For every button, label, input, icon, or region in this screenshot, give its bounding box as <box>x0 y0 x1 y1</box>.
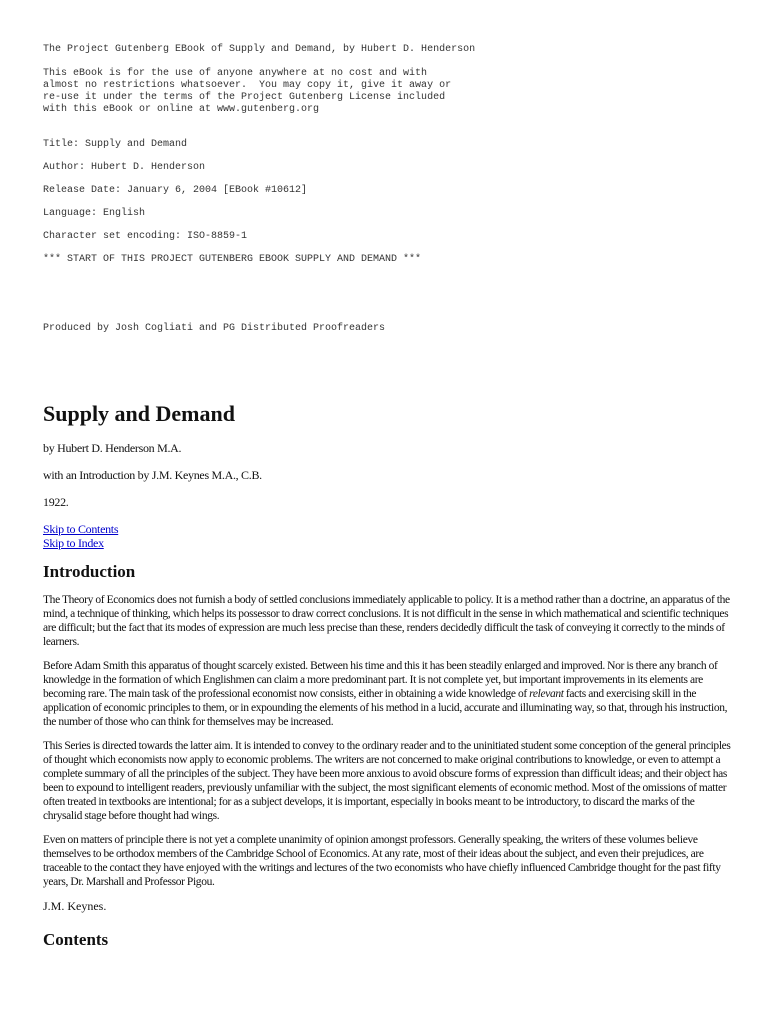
intro-paragraph-1: The Theory of Economics does not furnish a body of settled conclusions immediately applicable to policy. It is a method rather than a doctrine, an apparatus of the mind, a technique of thinking, which helps its possessor to draw correct conclusions. It is not difficult in the sense in which mathematical and scientific techniques are difficult; but the fact that its modes of expression are much less precise than these, renders decidedly difficult the task of conveying it correctly to the minds of learners. <box>43 594 730 648</box>
publication-year: 1922. <box>43 495 69 509</box>
meta-release-date: Release Date: January 6, 2004 [EBook #10612] <box>43 185 308 196</box>
start-marker: *** START OF THIS PROJECT GUTENBERG EBOOK SUPPLY AND DEMAND *** <box>43 254 422 265</box>
book-title: Supply and Demand <box>43 401 235 426</box>
introduction-by: with an Introduction by J.M. Keynes M.A., C.B. <box>43 468 262 482</box>
contents-heading: Contents <box>43 930 109 949</box>
meta-language: Language: English <box>43 208 146 219</box>
introduction-heading: Introduction <box>43 562 136 581</box>
intro-paragraph-2 <box>43 659 733 729</box>
signature: J.M. Keynes. <box>43 899 107 913</box>
gutenberg-title-line: The Project Gutenberg EBook of Supply and Demand, by Hubert D. Henderson <box>43 44 476 55</box>
meta-author: Author: Hubert D. Henderson <box>43 162 206 173</box>
meta-encoding: Character set encoding: ISO-8859-1 <box>43 231 248 242</box>
skip-to-contents-link[interactable]: Skip to Contents <box>43 522 119 536</box>
intro-paragraph-2-start: Before Adam Smith this apparatus of thought scarcely existed. Between his time and this it has been steadily enlarged and improved. Nor is there any branch of knowledge in the formation of which Englishmen can claim a more predominant part. It is not complete yet, but important improvements in its elements are becoming rare. The main task of the professional economist now consists, either in obtaining a wide knowledge of <box>43 660 718 700</box>
intro-paragraph-2-end: facts and exercising skill in the application of economic principles to them, or in expounding the elements of his method in a lucid, accurate and illuminating way, so that, through his instruction, the number of those who can think for themselves may be increased. <box>43 688 728 728</box>
emphasis-relevant: relevant <box>529 688 564 700</box>
license-line: This eBook is for the use of anyone anywhere at no cost and with <box>43 68 428 79</box>
produced-by: Produced by Josh Cogliati and PG Distributed Proofreaders <box>43 323 386 334</box>
byline: by Hubert D. Henderson M.A. <box>43 441 182 455</box>
license-line: with this eBook or online at www.gutenberg.org <box>43 104 320 115</box>
meta-title: Title: Supply and Demand <box>43 139 188 150</box>
license-notice <box>43 68 733 116</box>
skip-to-index-link[interactable]: Skip to Index <box>43 536 104 550</box>
license-line: re-use it under the terms of the Project Gutenberg License included <box>43 92 446 103</box>
license-line: almost no restrictions whatsoever. You may copy it, give it away or <box>43 80 452 91</box>
intro-paragraph-3: This Series is directed towards the latter aim. It is intended to convey to the ordinary reader and to the uninitiated student some conception of the general principles of thought which economists now apply to economic problems. The writers are not concerned to make original contributions to knowledge, or even to attempt a complete summary of all the principles of the subject. They have been more anxious to avoid obscure forms of expression than difficult ideas; and their object has been to expound to intelligent readers, previously unfamiliar with the subject, the most significant elements of economic method. Most of the omissions of matter often treated in textbooks are intentional; for as a subject develops, it is important, especially in books meant to be introductory, to discard the marks of the chrysalid stage before thought had wings. <box>43 740 731 822</box>
document-page <box>43 44 733 961</box>
skip-links <box>43 522 733 550</box>
intro-paragraph-4: Even on matters of principle there is not yet a complete unanimity of opinion amongst professors. Generally speaking, the writers of these volumes believe themselves to be orthodox members of the Cambridge School of Economics. At any rate, most of their ideas about the subject, and even their prejudices, are traceable to the contact they have enjoyed with the writings and lectures of the two economists who have chiefly influenced Cambridge thought for the past fifty years, Dr. Marshall and Professor Pigou. <box>43 834 721 888</box>
